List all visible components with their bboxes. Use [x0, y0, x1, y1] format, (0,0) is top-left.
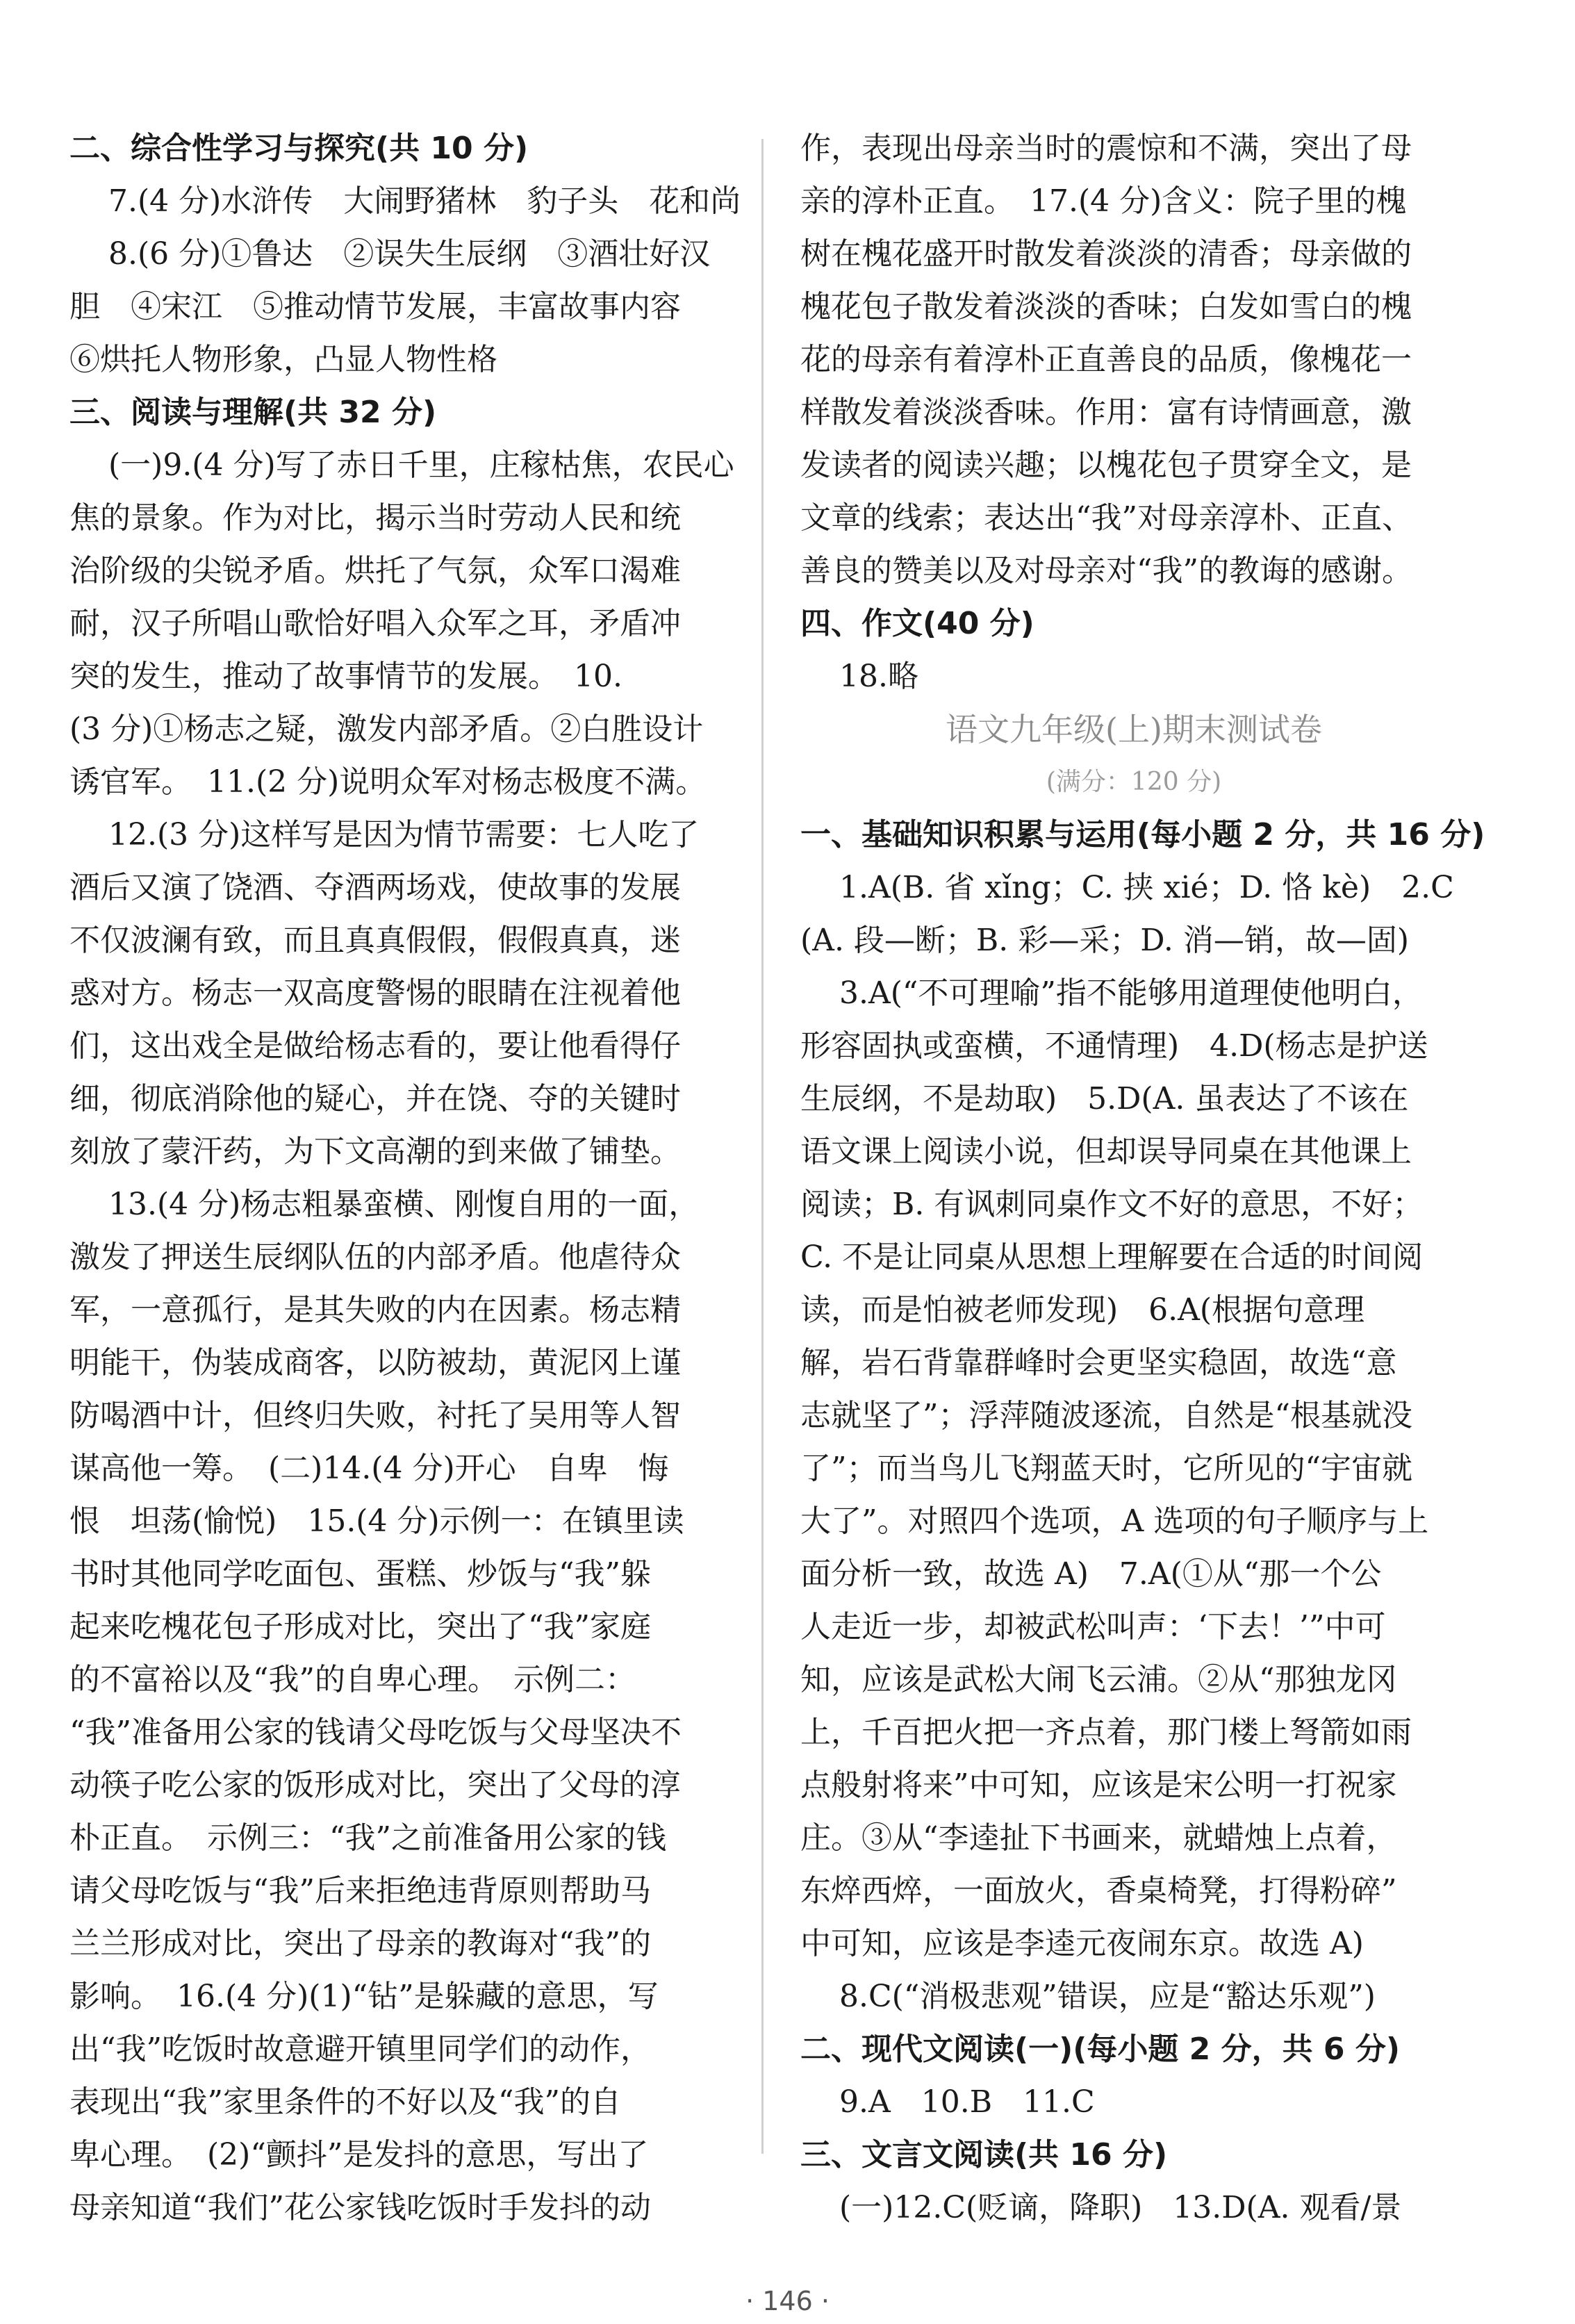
text-line: 语文课上阅读小说，但却误导同桌在其他课上 — [800, 1134, 1412, 1169]
text-line: 阅读；B. 有讽刺同桌作文不好的意思，不好； — [800, 1187, 1424, 1222]
text-line: 明能干，伪装成商客，以防被劫，黄泥冈上谨 — [69, 1345, 681, 1381]
text-line: 18.略 — [839, 659, 918, 694]
text-line: 起来吃槐花包子形成对比，突出了“我”家庭 — [69, 1609, 651, 1645]
text-line: 生辰纲，不是劫取) 5.D(A. 虽表达了不该在 — [800, 1081, 1409, 1116]
text-line: 作，表现出母亲当时的震惊和不满，突出了母 — [800, 131, 1412, 166]
text-line: 军，一意孤行，是其失败的内在因素。杨志精 — [69, 1292, 681, 1328]
text-line: 兰兰形成对比，突出了母亲的教诲对“我”的 — [69, 1926, 651, 1961]
text-line: 激发了押送生辰纲队伍的内部矛盾。他虐待众 — [69, 1239, 681, 1275]
section-heading: 三、阅读与理解(共 32 分) — [69, 395, 437, 430]
text-line: 3.A(“不可理喻”指不能够用道理使他明白， — [839, 975, 1423, 1011]
text-line: 防喝酒中计，但终归失败，衬托了吴用等人智 — [69, 1398, 681, 1433]
text-line: 治阶级的尖锐矛盾。烘托了气氛，众军口渴难 — [69, 553, 681, 588]
text-line: 槐花包子散发着淡淡的香味；白发如雪白的槐 — [800, 289, 1412, 324]
column-divider — [761, 139, 764, 2154]
text-line: 读，而是怕被老师发现) 6.A(根据句意理 — [800, 1292, 1365, 1328]
text-line: 请父母吃饭与“我”后来拒绝违背原则帮助马 — [69, 1873, 651, 1909]
text-line: 发读者的阅读兴趣；以槐花包子贯穿全文，是 — [800, 447, 1412, 483]
text-line: 12.(3 分)这样写是因为情节需要：七人吃了 — [108, 817, 700, 852]
text-line: 东焠西焠，一面放火，香桌椅凳，打得粉碎” — [800, 1873, 1397, 1909]
text-line: 书时其他同学吃面包、蛋糕、炒饭与“我”躲 — [69, 1556, 651, 1592]
text-line: 耐，汉子所唱山歌恰好唱入众军之耳，矛盾冲 — [69, 606, 681, 641]
text-line: 酒后又演了饶酒、夺酒两场戏，使故事的发展 — [69, 870, 681, 905]
text-line: 了”；而当鸟儿飞翔蓝天时，它所见的“宇宙就 — [800, 1451, 1412, 1486]
text-line: 8.(6 分)①鲁达 ②误失生辰纲 ③酒壮好汉 — [108, 236, 711, 272]
text-line: (3 分)①杨志之疑，激发内部矛盾。②白胜设计 — [69, 711, 704, 747]
text-line: 面分析一致，故选 A) 7.A(①从“那一个公 — [800, 1556, 1382, 1592]
text-line: (一)9.(4 分)写了赤日千里，庄稼枯焦，农民心 — [108, 447, 734, 483]
text-line: 点般射将来”中可知，应该是宋公明一打祝家 — [800, 1767, 1397, 1803]
section-heading: 二、现代文阅读(一)(每小题 2 分，共 6 分) — [800, 2032, 1400, 2067]
text-line: “我”准备用公家的钱请父母吃饭与父母坚决不 — [69, 1715, 682, 1750]
text-line: 文章的线索；表达出“我”对母亲淳朴、正直、 — [800, 500, 1412, 536]
text-line: ⑥烘托人物形象，凸显人物性格 — [69, 342, 497, 377]
text-line: 细，彻底消除他的疑心，并在饶、夺的关键时 — [69, 1081, 681, 1116]
text-line: 刻放了蒙汗药，为下文高潮的到来做了铺垫。 — [69, 1134, 681, 1169]
text-line: 惑对方。杨志一双高度警惕的眼睛在注视着他 — [69, 975, 681, 1011]
text-line: 上，千百把火把一齐点着，那门楼上弩箭如雨 — [800, 1715, 1412, 1750]
text-line: 庄。③从“李逵扯下书画来，就蜡烛上点着， — [800, 1820, 1397, 1856]
text-line: 的不富裕以及“我”的自卑心理。 示例二： — [69, 1662, 636, 1697]
text-line: 中可知，应该是李逵元夜闹东京。故选 A) — [800, 1926, 1364, 1961]
text-line: 大了”。对照四个选项，A 选项的句子顺序与上 — [800, 1503, 1429, 1539]
text-line: 13.(4 分)杨志粗暴蛮横、刚愎自用的一面， — [108, 1187, 700, 1222]
text-line: 们，这出戏全是做给杨志看的，要让他看得仔 — [69, 1028, 681, 1064]
text-line: 朴正直。 示例三：“我”之前准备用公家的钱 — [69, 1820, 666, 1856]
text-line: 形容固执或蛮横，不通情理) 4.D(杨志是护送 — [800, 1028, 1428, 1064]
text-line: 母亲知道“我们”花公家钱吃饭时手发抖的动 — [69, 2190, 651, 2225]
text-line: 8.C(“消极悲观”错误，应是“豁达乐观”) — [839, 1979, 1376, 2014]
right-column — [800, 122, 1485, 2234]
text-line: 出“我”吃饭时故意避开镇里同学们的动作， — [69, 2032, 651, 2067]
text-line: 动筷子吃公家的饭形成对比，突出了父母的淳 — [69, 1767, 681, 1803]
section-heading: 四、作文(40 分) — [800, 606, 1034, 641]
text-line: 亲的淳朴正直。 17.(4 分)含义：院子里的槐 — [800, 183, 1407, 219]
text-line: 样散发着淡淡香味。作用：富有诗情画意，激 — [800, 395, 1412, 430]
section-heading: 一、基础知识积累与运用(每小题 2 分，共 16 分) — [800, 817, 1485, 852]
text-line: 谋高他一筹。 (二)14.(4 分)开心 自卑 悔 — [69, 1451, 669, 1486]
text-line: 诱官军。 11.(2 分)说明众军对杨志极度不满。 — [69, 764, 707, 800]
text-line: 善良的赞美以及对母亲对“我”的教诲的感谢。 — [800, 553, 1412, 588]
text-line: (一)12.C(贬谪，降职) 13.D(A. 观看/景 — [839, 2190, 1402, 2225]
text-line: C. 不是让同桌从思想上理解要在合适的时间阅 — [800, 1239, 1424, 1275]
text-line: 9.A 10.B 11.C — [839, 2084, 1095, 2120]
text-line: 花的母亲有着淳朴正直善良的品质，像槐花一 — [800, 342, 1412, 377]
text-line: 突的发生，推动了故事情节的发展。 10. — [69, 659, 622, 694]
section-heading: 三、文言文阅读(共 16 分) — [800, 2137, 1168, 2173]
text-line: 影响。 16.(4 分)(1)“钻”是躲藏的意思，写 — [69, 1979, 659, 2014]
text-line: 恨 坦荡(愉悦) 15.(4 分)示例一：在镇里读 — [69, 1503, 684, 1539]
full-score: (满分：120 分) — [1046, 768, 1222, 796]
text-line: 解，岩石背靠群峰时会更坚实稳固，故选“意 — [800, 1345, 1397, 1381]
text-line: 知，应该是武松大闹飞云浦。②从“那独龙冈 — [800, 1662, 1397, 1697]
left-column — [69, 122, 741, 2234]
test-title: 语文九年级(上)期末测试卷 — [946, 711, 1322, 748]
section-heading: 二、综合性学习与探究(共 10 分) — [69, 131, 529, 166]
text-line: 人走近一步，却被武松叫声：‘下去！’”中可 — [800, 1609, 1386, 1645]
text-line: 卑心理。 (2)“颤抖”是发抖的意思，写出了 — [69, 2137, 649, 2173]
text-line: 焦的景象。作为对比，揭示当时劳动人民和统 — [69, 500, 681, 536]
text-line: 志就坚了”；浮萍随波逐流，自然是“根基就没 — [800, 1398, 1412, 1433]
text-line: 胆 ④宋江 ⑤推动情节发展，丰富故事内容 — [69, 289, 681, 324]
text-line: 1.A(B. 省 xǐng；C. 挟 xié；D. 恪 kè) 2.C — [839, 870, 1454, 905]
text-line: 表现出“我”家里条件的不好以及“我”的自 — [69, 2084, 621, 2120]
text-line: 树在槐花盛开时散发着淡淡的清香；母亲做的 — [800, 236, 1412, 272]
page-number: · 146 · — [745, 2286, 830, 2316]
text-line: (A. 段—断；B. 彩—采；D. 消—销，故—固) — [800, 923, 1410, 958]
text-line: 不仅波澜有致，而且真真假假，假假真真，迷 — [69, 923, 681, 958]
text-line: 7.(4 分)水浒传 大闹野猪林 豹子头 花和尚 — [108, 183, 741, 219]
